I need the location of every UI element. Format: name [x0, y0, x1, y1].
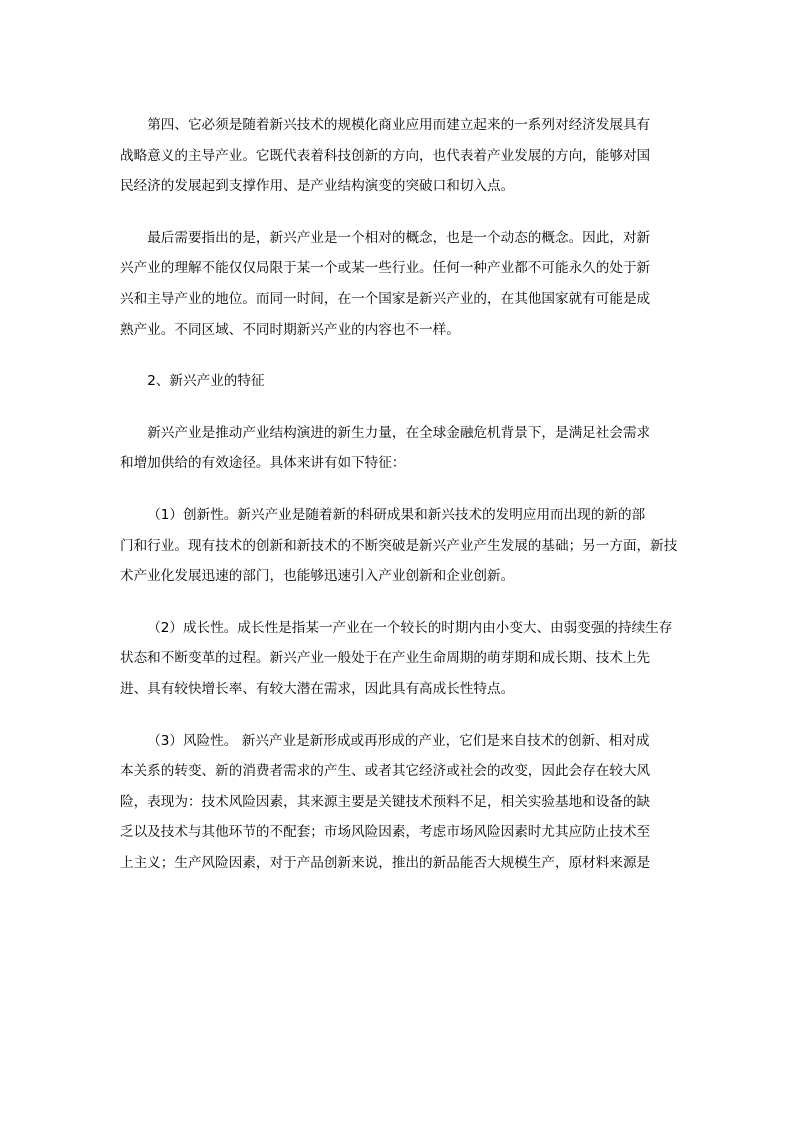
paragraph-growth	[120, 613, 676, 705]
text-line: 本关系的转变、新的消费者需求的产生、或者其它经济或社会的改变，因此会存在较大风	[120, 763, 651, 780]
text-line: 险，表现为：技术风险因素，其来源主要是关键技术预料不足，相关实验基地和设备的缺	[120, 793, 651, 810]
text-line: 第四、它必须是随着新兴技术的规模化商业应用而建立起来的一系列对经济发展具有	[147, 117, 651, 133]
text-line: 和增加供给的有效途径。具体来讲有如下特征：	[120, 455, 406, 472]
text-line: 状态和不断变革的过程。新兴产业一般处于在产业生命周期的萌芽期和成长期、技术上先	[120, 650, 651, 667]
text-line: 术产业化发展迅速的部门，也能够迅速引入产业创新和企业创新。	[120, 568, 515, 585]
text-line: 兴产业的理解不能仅仅局限于某一个或某一些行业。任何一种产业都不可能永久的处于新	[120, 260, 651, 277]
paragraph-conclusion	[120, 223, 676, 345]
text-line: （3）风险性。 新兴产业是新形成或再形成的产业，它们是来自技术的创新、相对成	[147, 732, 650, 749]
text-line: 2、新兴产业的特征	[147, 373, 265, 390]
paragraph-fourth-point	[120, 110, 676, 202]
text-line: （2）成长性。成长性是指某一产业在一个较长的时期内由小变大、由弱变强的持续生存	[147, 619, 673, 636]
text-line: 民经济的发展起到支撑作用、是产业结构演变的突破口和切入点。	[120, 178, 515, 195]
paragraph-innovation	[120, 500, 676, 592]
section-heading	[120, 366, 676, 397]
text-line: 进、具有较快增长率、有较大潜在需求，因此具有高成长性特点。	[120, 680, 515, 697]
text-line: 兴和主导产业的地位。而同一时间，在一个国家是新兴产业的，在其他国家就有可能是成	[120, 290, 651, 307]
text-line: 乏以及技术与其他环节的不配套；市场风险因素，考虑市场风险因素时尤其应防止技术至	[120, 824, 651, 841]
text-line: 最后需要指出的是，新兴产业是一个相对的概念，也是一个动态的概念。因此，对新	[147, 229, 651, 246]
text-line: 门和行业。现有技术的创新和新技术的不断突破是新兴产业产生发展的基础；另一方面，新技	[120, 537, 678, 554]
paragraph-risk	[120, 726, 676, 879]
text-line: 新兴产业是推动产业结构演进的新生力量，在全球金融危机背景下，是满足社会需求	[147, 424, 651, 441]
text-line: 上主义；生产风险因素，对于产品创新来说，推出的新品能否大规模生产，原材料来源是	[120, 854, 651, 871]
text-line: 熟产业。不同区域、不同时期新兴产业的内容也不一样。	[120, 321, 460, 338]
document-body	[120, 110, 676, 878]
paragraph-features-intro	[120, 418, 676, 479]
text-line: 战略意义的主导产业。它既代表着科技创新的方向，也代表着产业发展的方向，能够对国	[120, 147, 651, 164]
text-line: （1）创新性。新兴产业是随着新的科研成果和新兴技术的发明应用而出现的新的部	[147, 506, 646, 523]
